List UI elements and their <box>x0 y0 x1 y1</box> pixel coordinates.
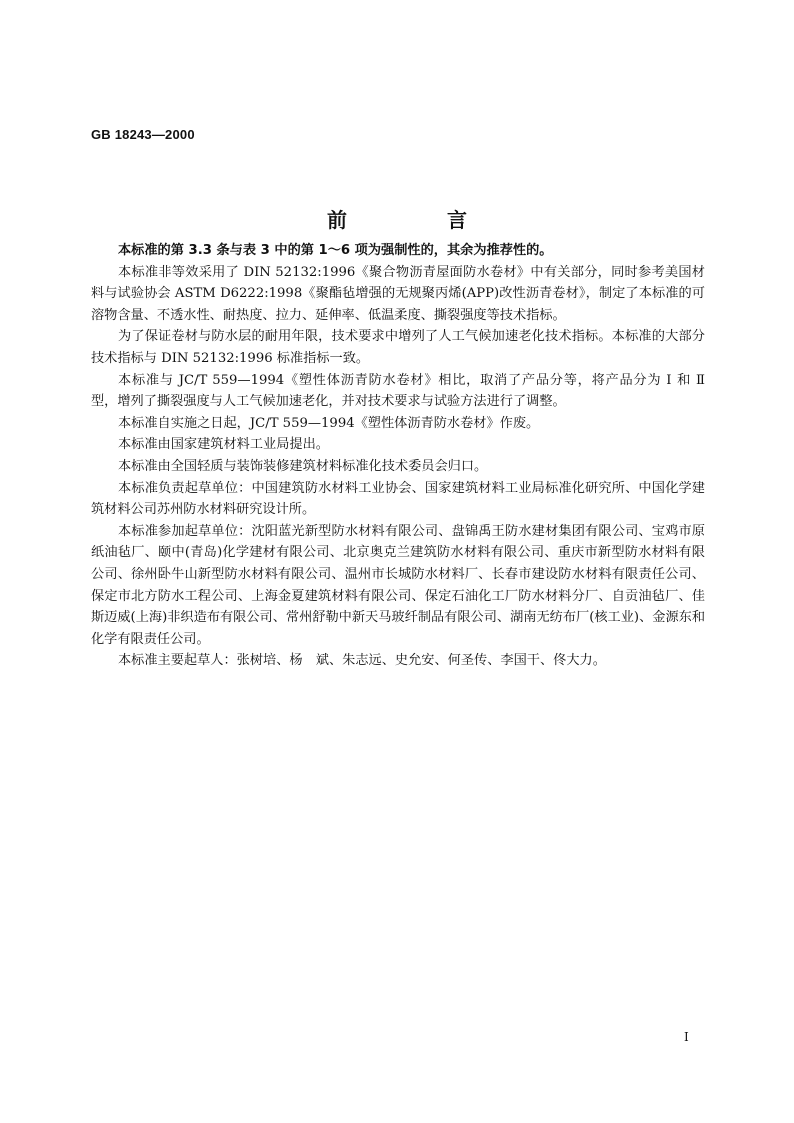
paragraph-main-authors: 本标准主要起草人：张树培、杨 斌、朱志远、史允安、何圣传、李国干、佟大力。 <box>118 653 606 669</box>
paragraph-lead-drafters: 本标准负责起草单位：中国建筑防水材料工业协会、国家建筑材料工业局标准化研究所、中国化学建筑材料公司苏州防水材料研究设计所。 <box>91 480 705 518</box>
paragraph-participating-drafters: 本标准参加起草单位：沈阳蓝光新型防水材料有限公司、盘锦禹王防水建材集团有限公司、宝鸡市原纸油毡厂、颐中(青岛)化学建材有限公司、北京奥克兰建筑防水材料有限公司、重庆市新型防水材料有限公司、徐州卧牛山新型防水材料有限公司、温州市长城防水材料厂、长春市建设防水材料有限责任公司、保定市北方防水工程公司、上海金夏建筑材料有限公司、保定石油化工厂防水材料分厂、自贡油毡厂、佳斯迈威(上海)非织造布有限公司、常州舒勒中新天马玻纤制品有限公司、湖南无纺布厂(核工业)、金源东和化学有限责任公司。 <box>91 523 706 647</box>
paragraph-aging-requirement: 为了保证卷材与防水层的耐用年限，技术要求中增列了人工气候加速老化技术指标。本标准的大部分技术指标与 DIN 52132:1996 标准指标一致。 <box>91 329 705 366</box>
paragraph-adoption: 本标准非等效采用了 DIN 52132:1996《聚合物沥青屋面防水卷材》中有关部分，同时参考美国材料与试验协会 ASTM D6222:1998《聚酯毡增强的无规聚丙烯(APP)改性沥青卷材》，制定了本标准的可溶物含量、不透水性、耐热度、拉力、延伸率、低温柔度、撕裂强度等技术指标。 <box>91 264 705 323</box>
page-title: 前 言 <box>327 208 507 232</box>
paragraph-mandatory-clause: 本标准的第 3.3 条与表 3 中的第 1～6 项为强制性的，其余为推荐性的。 <box>118 243 553 258</box>
paragraph-comparison: 本标准与 JC/T 559—1994《塑性体沥青防水卷材》相比，取消了产品分等，将产品分为 Ⅰ 和 Ⅱ 型，增列了撕裂强度与人工气候加速老化，并对技术要求与试验方法进行了调整。 <box>91 372 705 410</box>
paragraph-proposer: 本标准由国家建筑材料工业局提出。 <box>118 437 329 453</box>
paragraph-supersession: 本标准自实施之日起，JC/T 559—1994《塑性体沥青防水卷材》作废。 <box>118 415 540 431</box>
standard-code: GB 18243—2000 <box>91 127 195 142</box>
foreword-body <box>91 240 705 672</box>
paragraph-committee: 本标准由全国轻质与装饰装修建筑材料标准化技术委员会归口。 <box>118 458 488 474</box>
page-number: I <box>684 1030 689 1044</box>
